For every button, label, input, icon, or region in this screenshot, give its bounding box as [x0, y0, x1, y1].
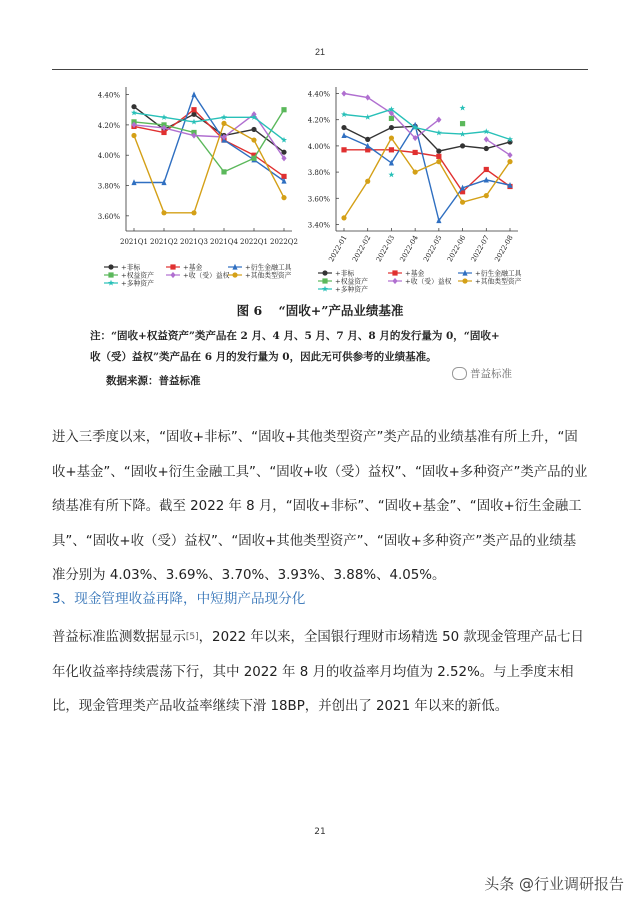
x-tick-label: 2022-04 — [398, 234, 420, 264]
wechat-icon — [452, 367, 467, 380]
y-tick-label: 3.60% — [97, 212, 120, 221]
legend-marker — [108, 264, 113, 269]
legend-label: +收（受）益权 — [183, 271, 230, 280]
legend-label: +多种资产 — [335, 285, 368, 294]
x-tick-label: 2021Q2 — [149, 238, 179, 246]
data-point — [389, 125, 394, 130]
legend-label: +其他类型资产 — [245, 271, 292, 280]
data-point — [507, 159, 512, 164]
series-yan_sheng — [131, 91, 286, 185]
legend-marker — [392, 278, 397, 284]
x-tick-label: 2022Q1 — [239, 238, 269, 246]
x-tick-label: 2022-01 — [327, 234, 349, 264]
legend-monthly — [318, 269, 523, 294]
legend-label: +基金 — [405, 269, 425, 278]
footer-brand: 头条 @行业调研报告 — [484, 875, 624, 893]
paragraph-cash-text-b: ，2022 年以来，全国银行理财市场精选 50 款现金管理产品七日年化收益率持续震荡下行，其中 2022 年 8 月的收益率月均值为 2.52%。与上季度末相比，现金管理类产品收益率继续下滑 18BP，并创出了 2021 年以来的新低。 — [52, 630, 584, 714]
legend-marker — [462, 278, 467, 283]
legend-quarterly — [104, 263, 293, 288]
series-quan_yi — [389, 116, 465, 126]
watermark-text: 普益标准 — [470, 368, 512, 380]
figure-note-line-1: 注：“固收+权益资产”类产品在 2 月、4 月、5 月、7 月、8 月的发行量为 0，“固收+ — [90, 330, 500, 342]
legend-marker — [232, 272, 237, 277]
x-tick-label: 2022-02 — [350, 234, 373, 264]
page-number-bottom: 21 — [314, 827, 326, 837]
y-tick-label: 4.40% — [307, 90, 330, 99]
legend-marker — [322, 270, 327, 275]
data-point — [460, 131, 466, 137]
data-point — [221, 169, 226, 174]
data-point — [341, 125, 346, 130]
y-tick-label: 3.40% — [307, 221, 330, 230]
legend-marker — [108, 272, 113, 277]
header-rule — [52, 69, 588, 70]
figure-note-line-2: 收（受）益权”类产品在 6 月的发行量为 0，因此无可供参考的业绩基准。 — [90, 351, 437, 363]
legend-marker — [322, 278, 327, 283]
data-point — [341, 215, 346, 220]
data-point — [281, 195, 286, 200]
data-point — [389, 135, 394, 140]
paragraph-performance: 进入三季度以来，“固收+非标”、“固收+其他类型资产”类产品的业绩基准有所上升，“固收+基金”、“固收+衍生金融工具”、“固收+收（受）益权”、“固收+多种资产”类产品的业绩基准有所下降。截至 2022 年 8 月，“固收+非标”、“固收+基金”、“固收+衍生金融工具”、“固收+收（受）益权”、“固收+其他类型资产”、“固收+多种资产”类产品的业绩基准分别为 4.03%、3.69%、3.70%、3.93%、3.88%、4.05%。 — [52, 430, 588, 583]
data-point — [365, 137, 370, 142]
data-point — [341, 90, 346, 96]
data-point — [365, 179, 370, 184]
legend-label: +多种资产 — [121, 279, 154, 288]
data-point — [460, 143, 465, 148]
y-tick-label: 3.60% — [307, 195, 330, 204]
data-point — [484, 146, 489, 151]
legend-label: +权益资产 — [335, 277, 368, 286]
data-point — [281, 107, 286, 112]
data-point — [413, 169, 418, 174]
y-tick-label: 3.80% — [97, 182, 120, 191]
data-point — [251, 137, 256, 142]
legend-label: +其他类型资产 — [475, 277, 522, 286]
data-point — [365, 114, 371, 120]
data-point — [436, 149, 441, 154]
data-point — [389, 116, 394, 121]
data-point — [341, 132, 346, 138]
x-tick-label: 2022-07 — [469, 234, 492, 264]
legend-marker — [170, 272, 175, 278]
data-point — [389, 147, 394, 152]
data-point — [221, 121, 226, 126]
figure-charts — [0, 75, 640, 305]
x-tick-label: 2021Q1 — [119, 238, 149, 246]
legend-marker — [170, 264, 175, 269]
data-point — [191, 91, 196, 97]
section-heading: 3、现金管理收益再降，中短期产品现分化 — [52, 591, 306, 607]
series-duo_zhong — [131, 110, 287, 143]
data-point — [483, 128, 489, 134]
y-tick-label: 4.20% — [97, 121, 120, 130]
series-duo_zhong — [341, 106, 513, 142]
data-point — [251, 127, 256, 132]
data-point — [484, 167, 489, 172]
data-point — [341, 147, 346, 152]
legend-marker — [392, 270, 397, 275]
x-tick-label: 2022-08 — [493, 234, 515, 264]
legend-label: +权益资产 — [121, 271, 154, 280]
data-point — [131, 104, 136, 109]
data-point — [281, 150, 286, 155]
data-point — [436, 154, 441, 159]
legend-label: +收（受）益权 — [405, 277, 452, 286]
y-tick-label: 3.80% — [307, 169, 330, 178]
legend-label: +基金 — [183, 263, 203, 272]
x-tick-label: 2022-05 — [422, 234, 444, 264]
legend-label: +非标 — [335, 269, 355, 278]
data-point — [388, 172, 394, 178]
data-point — [436, 159, 441, 164]
watermark — [452, 366, 512, 381]
paragraph-cash-text-a: 普益标准监测数据显示 — [52, 630, 186, 645]
y-tick-label: 4.20% — [307, 116, 330, 125]
series-fei_biao — [131, 104, 286, 155]
figure-title — [0, 301, 640, 319]
citation: [5] — [185, 632, 199, 642]
legend-label: +衍生金融工具 — [475, 269, 522, 278]
data-point — [413, 150, 418, 155]
data-point — [460, 121, 465, 126]
x-tick-label: 2022Q2 — [269, 238, 299, 246]
data-point — [484, 193, 489, 198]
x-tick-label: 2021Q3 — [179, 238, 209, 246]
paragraph-cash-management — [52, 620, 589, 725]
y-tick-label: 4.00% — [307, 142, 330, 151]
figure-caption: “固收+”产品业绩基准 — [278, 303, 404, 318]
data-point — [131, 133, 136, 138]
legend-label: +非标 — [121, 263, 141, 272]
figure-label: 图 6 — [236, 303, 263, 318]
page-number-top: 21 — [314, 47, 325, 57]
data-point — [460, 105, 466, 111]
legend-label: +衍生金融工具 — [245, 263, 292, 272]
chart-quarterly — [98, 87, 298, 246]
y-tick-label: 4.40% — [97, 91, 120, 100]
series-qi_ta — [131, 121, 286, 216]
data-point — [484, 136, 489, 142]
y-tick-label: 4.00% — [97, 152, 120, 161]
data-point — [161, 210, 166, 215]
x-tick-label: 2022-06 — [445, 234, 468, 264]
data-point — [191, 107, 196, 112]
data-point — [436, 130, 442, 136]
data-point — [191, 210, 196, 215]
series-line — [344, 109, 510, 139]
data-point — [460, 200, 465, 205]
data-point — [251, 156, 256, 161]
data-source: 数据来源：普益标准 — [106, 375, 201, 387]
x-tick-label: 2022-03 — [374, 234, 397, 264]
data-point — [341, 111, 347, 117]
x-tick-label: 2021Q4 — [209, 238, 239, 246]
chart-monthly — [308, 87, 518, 263]
data-point — [365, 94, 370, 100]
data-point — [507, 152, 512, 158]
